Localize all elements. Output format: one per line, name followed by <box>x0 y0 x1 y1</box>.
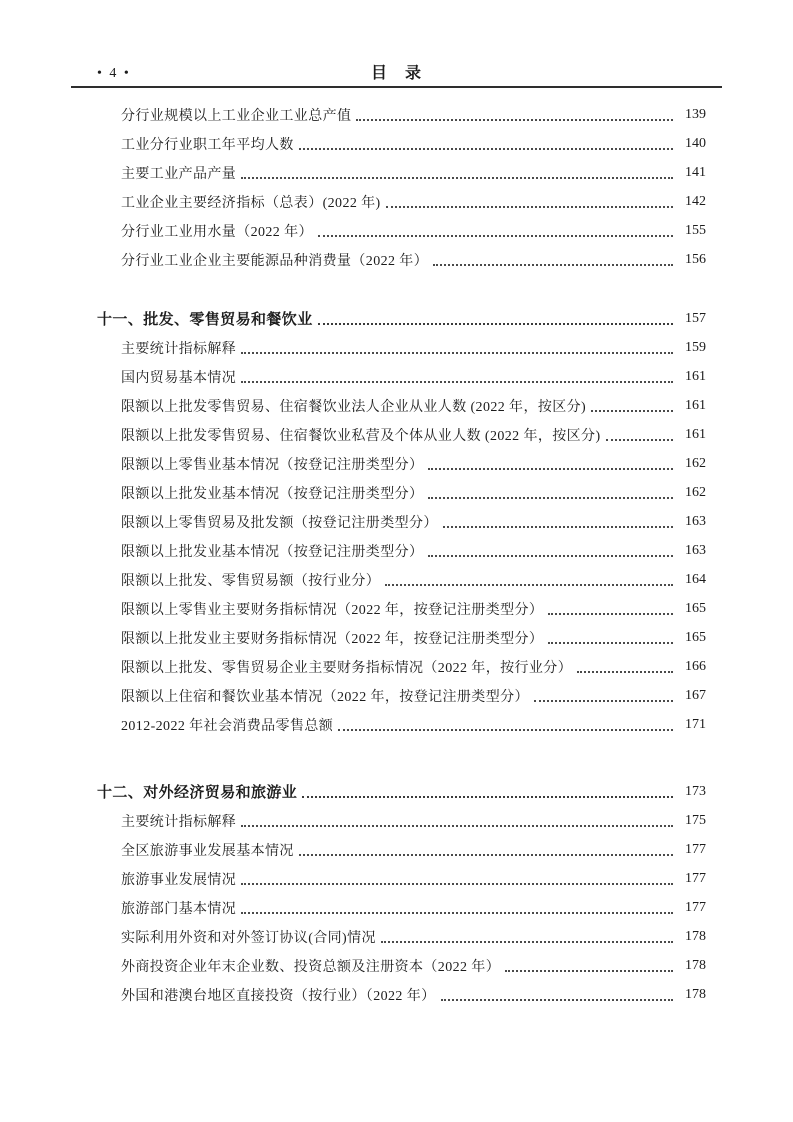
entry-title: 限额以上批发业基本情况（按登记注册类型分） <box>121 486 424 502</box>
entry-title: 工业分行业职工年平均人数 <box>121 137 294 153</box>
page-number: 140 <box>685 135 706 151</box>
toc-entry <box>71 893 722 922</box>
page-number: 171 <box>685 716 706 732</box>
dot-leader <box>318 235 673 237</box>
dot-leader <box>591 410 673 412</box>
entry-title: 限额以上批发业主要财务指标情况（2022 年，按登记注册类型分） <box>121 631 544 647</box>
entry-title: 实际利用外资和对外签订协议(合同)情况 <box>121 930 376 946</box>
dot-leader <box>338 729 673 731</box>
toc-entry <box>71 951 722 980</box>
dot-leader <box>318 323 673 325</box>
toc-entry <box>71 391 722 420</box>
page-number: 164 <box>685 571 706 587</box>
entry-title: 十一、批发、零售贸易和餐饮业 <box>97 312 313 328</box>
entry-title: 十二、对外经济贸易和旅游业 <box>97 785 298 801</box>
dot-leader <box>428 555 673 557</box>
entry-title: 旅游事业发展情况 <box>121 872 237 888</box>
entry-title: 工业企业主要经济指标（总表）(2022 年) <box>121 195 381 211</box>
toc-section-heading <box>71 304 722 333</box>
page-number: 142 <box>685 193 706 209</box>
page-number: 162 <box>685 455 706 471</box>
entry-title: 外国和港澳台地区直接投资（按行业）（2022 年） <box>121 988 436 1004</box>
entry-title: 限额以上批发、零售贸易额（按行业分） <box>121 573 381 589</box>
dot-leader <box>433 264 673 266</box>
toc-entry <box>71 710 722 739</box>
page-number: 162 <box>685 484 706 500</box>
toc-entry <box>71 594 722 623</box>
page-title: 目 录 <box>370 65 422 82</box>
page-number: 166 <box>685 658 706 674</box>
dot-leader <box>241 381 673 383</box>
entry-title: 2012-2022 年社会消费品零售总额 <box>121 718 334 734</box>
toc-block <box>71 304 722 739</box>
toc <box>71 88 722 1009</box>
page-number: 157 <box>685 310 706 326</box>
dot-leader <box>534 700 673 702</box>
toc-entry <box>71 565 722 594</box>
toc-block <box>71 777 722 1009</box>
entry-title: 限额以上住宿和餐饮业基本情况（2022 年，按登记注册类型分） <box>121 689 529 705</box>
toc-entry <box>71 245 722 274</box>
entry-title: 主要统计指标解释 <box>121 814 237 830</box>
entry-title: 限额以上批发零售贸易、住宿餐饮业私营及个体从业人数 (2022 年，按区分) <box>121 428 601 444</box>
page-number: 161 <box>685 426 706 442</box>
toc-entry <box>71 158 722 187</box>
entry-title: 外商投资企业年末企业数、投资总额及注册资本（2022 年） <box>121 959 501 975</box>
dot-leader <box>428 468 673 470</box>
page-number: 141 <box>685 164 706 180</box>
page-number: 177 <box>685 841 706 857</box>
toc-entry <box>71 864 722 893</box>
dot-leader <box>356 119 673 121</box>
page-number: 175 <box>685 812 706 828</box>
toc-entry <box>71 806 722 835</box>
entry-title: 旅游部门基本情况 <box>121 901 237 917</box>
toc-entry <box>71 129 722 158</box>
toc-entry <box>71 478 722 507</box>
page-number: 178 <box>685 957 706 973</box>
toc-entry <box>71 449 722 478</box>
page-number: 178 <box>685 986 706 1002</box>
page-number: 165 <box>685 600 706 616</box>
page-number: 163 <box>685 542 706 558</box>
toc-entry <box>71 100 722 129</box>
page-number: 139 <box>685 106 706 122</box>
toc-entry <box>71 681 722 710</box>
dot-leader <box>241 912 673 914</box>
page-number: 167 <box>685 687 706 703</box>
entry-title: 全区旅游事业发展基本情况 <box>121 843 294 859</box>
dot-leader <box>428 497 673 499</box>
dot-leader <box>385 584 673 586</box>
entry-title: 国内贸易基本情况 <box>121 370 237 386</box>
page-number: 173 <box>685 783 706 799</box>
toc-block <box>71 100 722 274</box>
dot-leader <box>241 883 673 885</box>
entry-title: 分行业工业企业主要能源品种消费量（2022 年） <box>121 253 429 269</box>
page-number: 177 <box>685 870 706 886</box>
dot-leader <box>299 854 673 856</box>
entry-title: 分行业工业用水量（2022 年） <box>121 224 313 240</box>
page-number: 177 <box>685 899 706 915</box>
dot-leader <box>443 526 673 528</box>
entry-title: 限额以上零售贸易及批发额（按登记注册类型分） <box>121 515 438 531</box>
entry-title: 主要工业产品产量 <box>121 166 237 182</box>
dot-leader <box>241 177 673 179</box>
toc-entry <box>71 623 722 652</box>
page-number: 156 <box>685 251 706 267</box>
toc-entry <box>71 216 722 245</box>
dot-leader <box>548 613 673 615</box>
page-number: 159 <box>685 339 706 355</box>
page-number: 161 <box>685 397 706 413</box>
dot-leader <box>441 999 674 1001</box>
toc-entry <box>71 652 722 681</box>
entry-title: 主要统计指标解释 <box>121 341 237 357</box>
toc-entry <box>71 187 722 216</box>
toc-entry <box>71 980 722 1009</box>
dot-leader <box>606 439 673 441</box>
toc-entry <box>71 536 722 565</box>
entry-title: 限额以上批发业基本情况（按登记注册类型分） <box>121 544 424 560</box>
page-number: 163 <box>685 513 706 529</box>
dot-leader <box>548 642 673 644</box>
entry-title: 限额以上批发、零售贸易企业主要财务指标情况（2022 年，按行业分） <box>121 660 573 676</box>
toc-entry <box>71 835 722 864</box>
toc-entry <box>71 922 722 951</box>
page-number: 155 <box>685 222 706 238</box>
toc-section-heading <box>71 777 722 806</box>
page-number: 161 <box>685 368 706 384</box>
page-number: 178 <box>685 928 706 944</box>
dot-leader <box>386 206 673 208</box>
entry-title: 限额以上零售业基本情况（按登记注册类型分） <box>121 457 424 473</box>
entry-title: 分行业规模以上工业企业工业总产值 <box>121 108 352 124</box>
toc-entry <box>71 362 722 391</box>
page-header <box>71 0 722 88</box>
dot-leader <box>577 671 673 673</box>
entry-title: 限额以上批发零售贸易、住宿餐饮业法人企业从业人数 (2022 年，按区分) <box>121 399 587 415</box>
entry-title: 限额以上零售业主要财务指标情况（2022 年，按登记注册类型分） <box>121 602 544 618</box>
page-number-marker: • 4 • <box>97 66 131 81</box>
dot-leader <box>299 148 673 150</box>
dot-leader <box>505 970 673 972</box>
dot-leader <box>302 796 673 798</box>
dot-leader <box>241 825 673 827</box>
page-number: 165 <box>685 629 706 645</box>
toc-entry <box>71 507 722 536</box>
dot-leader <box>241 352 673 354</box>
toc-entry <box>71 420 722 449</box>
dot-leader <box>381 941 673 943</box>
toc-entry <box>71 333 722 362</box>
